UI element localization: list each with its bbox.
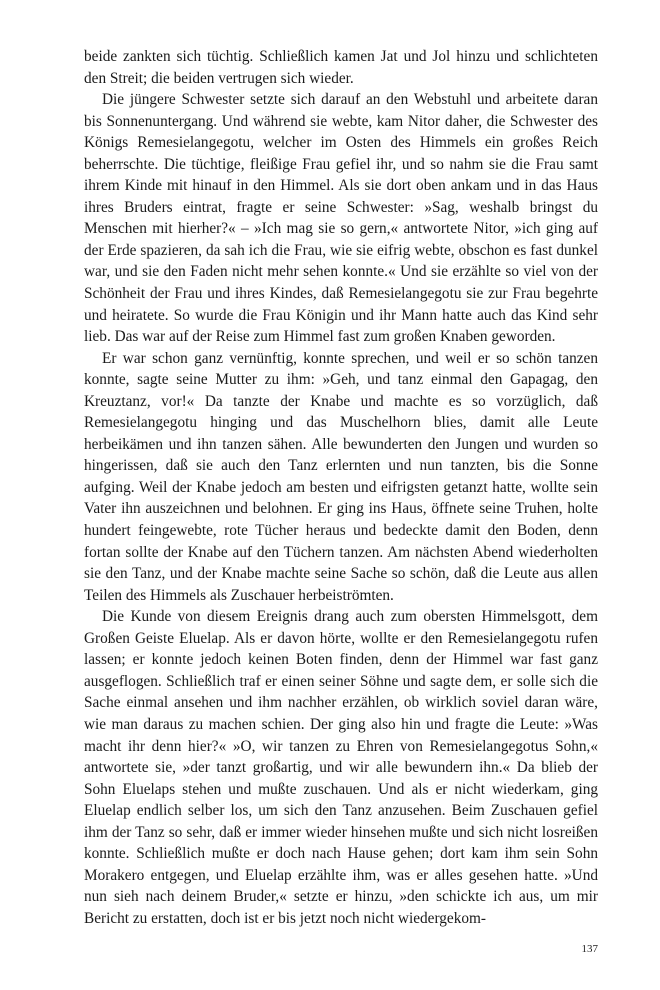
page-number: 137 — [581, 943, 598, 955]
body-text — [84, 46, 598, 929]
paragraph-1: beide zankten sich tüchtig. Schließlich kamen Jat und Jol hinzu und schlichteten den Streit; die beiden vertrugen sich wieder. — [84, 48, 598, 87]
paragraph-3: Er war schon ganz vernünftig, konnte sprechen, und weil er so schön tanzen konnte, sagte seine Mutter zu ihm: »Geh, und tanz einmal den Gapagag, den Kreuztanz, vor!« Da tanzte der Knabe und machte es so vorzüglich, daß Remesielangegotu hinging und das Muschelhorn blies, damit alle Leute herbeikämen und ihn tanzen sähen. Alle bewunderten den Jungen und wurden so hingerissen, daß sie auch den Tanz erlernten und nun tanzten, bis die Sonne aufging. Weil der Knabe jedoch am besten und eifrigsten getanzt hatte, wollte sein Vater ihn auszeichnen und belohnen. Er ging ins Haus, öffnete seine Truhen, holte hundert feingewebte, rote Tücher heraus und bedeckte damit den Boden, denn fortan sollte der Knabe auf den Tüchern tanzen. Am nächsten Abend wiederholten sie den Tanz, und der Knabe machte seine Sache so schön, daß die Leute aus allen Teilen des Himmels als Zuschauer herbeiströmten. — [84, 349, 598, 604]
paragraph-2: Die jüngere Schwester setzte sich darauf an den Webstuhl und arbeitete daran bis Sonnenuntergang. Und während sie webte, kam Nitor daher, die Schwester des Königs Remesielangegotu, welcher im Osten des Himmels ein großes Reich beherrschte. Die tüchtige, fleißige Frau gefiel ihr, und so nahm sie die Frau samt ihrem Kinde mit hinauf in den Himmel. Als sie dort oben ankam und in das Haus ihres Bruders eintrat, fragte er seine Schwester: »Sag, weshalb bringst du Menschen mit hierher?« – »Ich mag sie so gern,« antwortete Nitor, »ich ging auf der Erde spazieren, da sah ich die Frau, wie sie eifrig webte, obschon es fast dunkel war, und sie den Faden nicht mehr sehen konnte.« Und sie erzählte so viel von der Schönheit der Frau und ihres Kindes, daß Remesielangegotu sie zur Frau begehrte und heiratete. So wurde die Frau Königin und ihr Mann hatte auch das Kind sehr lieb. Das war auf der Reise zum Himmel fast zum großen Knaben geworden. — [84, 91, 598, 346]
paragraph-4: Die Kunde von diesem Ereignis drang auch zum obersten Himmelsgott, dem Großen Geiste Eluelap. Als er davon hörte, wollte er den Remesielangegotu rufen lassen; er konnte jedoch keinen Boten finden, denn der Himmel war fast ganz ausgeflogen. Schließlich traf er einen seiner Söhne und sagte dem, er solle sich die Sache einmal ansehen und ihm nachher erzählen, ob wirklich soviel daran wäre, wie man daraus zu machen schien. Der ging also hin und fragte die Leute: »Was macht ihr denn hier?« »O, wir tanzen zu Ehren von Remesielangegotus Sohn,« antwortete sie, »der tanzt großartig, und wir alle bewundern ihn.« Da blieb der Sohn Eluelaps stehen und mußte zuschauen. Und als er nicht wiederkam, ging Eluelap endlich selber los, um sich den Tanz anzusehen. Beim Zuschauen gefiel ihm der Tanz so sehr, daß er immer wieder hinsehen mußte und sich nicht losreißen konnte. Schließlich mußte er doch nach Hause gehen; dort kam ihm sein Sohn Morakero entgegen, und Eluelap erzählte ihm, was er alles gesehen hatte. »Und nun sieh nach deinem Bruder,« setzte er hinzu, »den schickte ich aus, um mir Bericht zu erstatten, doch ist er bis jetzt noch nicht wiedergekom- — [84, 608, 598, 927]
